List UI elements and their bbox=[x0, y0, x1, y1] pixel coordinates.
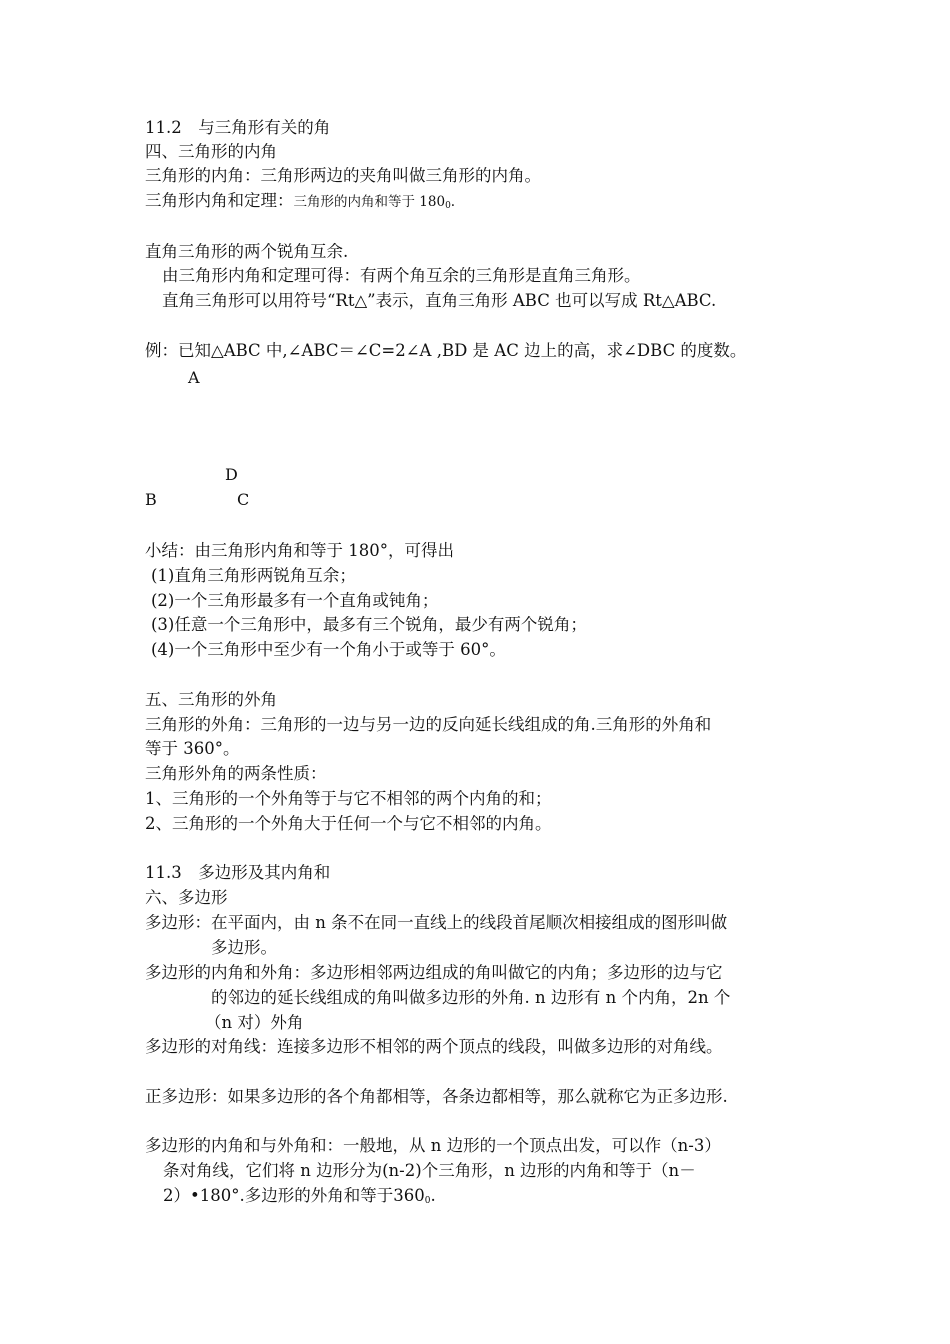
exterior-property-2: 2、三角形的一个外角大于任何一个与它不相邻的内角。 bbox=[145, 814, 552, 833]
right-triangle-acute-angles: 直角三角形的两个锐角互余. bbox=[145, 242, 349, 261]
polygon-angle-sum-end bbox=[163, 1184, 436, 1213]
polygon-angles-definition: 多边形的内角和外角：多边形相邻两边组成的角叫做它的内角；多边形的边与它 bbox=[145, 963, 723, 982]
vertex-label-a: A bbox=[188, 368, 200, 387]
summary-lead: 小结：由三角形内角和等于 180°，可得出 bbox=[145, 541, 454, 560]
section-title-11-3: 11.3 多边形及其内角和 bbox=[145, 863, 331, 882]
polygon-angle-sum: 多边形的内角和与外角和：一般地，从 n 边形的一个顶点出发，可以作（n-3） bbox=[145, 1136, 721, 1155]
summary-item: (2)一个三角形最多有一个直角或钝角； bbox=[151, 591, 439, 610]
exterior-angle-definition: 三角形的外角：三角形的一边与另一边的反向延长线组成的角.三角形的外角和 bbox=[145, 715, 712, 734]
vertex-label-d: D bbox=[225, 465, 238, 484]
polygon-definition-cont: 多边形。 bbox=[211, 938, 277, 957]
polygon-angles-definition-cont: 的邻边的延长线组成的角叫做多边形的外角. n 边形有 n 个内角，2n 个 bbox=[211, 988, 731, 1007]
degree-superscript: 0 bbox=[445, 201, 451, 211]
polygon-diagonal-definition: 多边形的对角线：连接多边形不相邻的两个顶点的线段，叫做多边形的对角线。 bbox=[145, 1037, 723, 1056]
section-title-11-2: 11.2 与三角形有关的角 bbox=[145, 118, 331, 137]
polygon-definition: 多边形：在平面内，由 n 条不在同一直线上的线段首尾顺次相接组成的图形叫做 bbox=[145, 913, 728, 932]
example-problem: 例：已知△ABC 中,∠ABC＝∠C=2∠A ,BD 是 AC 边上的高，求∠DBC 的度数。 bbox=[145, 341, 747, 360]
polygon-angle-sum-cont: 条对角线，它们将 n 边形分为(n-2)个三角形，n 边形的内角和等于（n－ bbox=[163, 1161, 696, 1180]
angle-sum-label: 三角形内角和定理： bbox=[145, 191, 294, 210]
angle-sum-period: . bbox=[450, 194, 456, 210]
vertex-label-b: B bbox=[145, 490, 157, 509]
polygon-exterior-sum: 2）•180°.多边形的外角和等于360 bbox=[163, 1186, 425, 1205]
summary-item: (3)任意一个三角形中，最多有三个锐角，最少有两个锐角； bbox=[151, 615, 587, 634]
interior-angle-definition: 三角形的内角：三角形两边的夹角叫做三角形的内角。 bbox=[145, 166, 541, 185]
regular-polygon-definition: 正多边形：如果多边形的各个角都相等，各条边都相等，那么就称它为正多边形. bbox=[145, 1087, 728, 1106]
right-triangle-symbol: 直角三角形可以用符号“Rt△”表示，直角三角形 ABC 也可以写成 Rt△ABC. bbox=[162, 291, 717, 310]
vertex-label-c: C bbox=[237, 490, 250, 509]
right-triangle-converse: 由三角形内角和定理可得：有两个角互余的三角形是直角三角形。 bbox=[162, 266, 641, 285]
exterior-angle-definition-cont: 等于 360°。 bbox=[145, 739, 240, 758]
summary-item: (4)一个三角形中至少有一个角小于或等于 60°。 bbox=[151, 640, 506, 659]
polygon-angles-definition-end: （n 对）外角 bbox=[205, 1013, 304, 1032]
exterior-property-1: 1、三角形的一个外角等于与它不相邻的两个内角的和； bbox=[145, 789, 552, 808]
heading-polygons: 六、多边形 bbox=[145, 888, 228, 907]
heading-exterior-angles: 五、三角形的外角 bbox=[145, 690, 277, 709]
polygon-exterior-sum-period: . bbox=[430, 1186, 436, 1205]
heading-interior-angles: 四、三角形的内角 bbox=[145, 142, 277, 161]
angle-sum-theorem bbox=[145, 189, 455, 218]
summary-item: (1)直角三角形两锐角互余； bbox=[151, 566, 356, 585]
degree-superscript: 0 bbox=[424, 1196, 431, 1206]
exterior-properties-lead: 三角形外角的两条性质： bbox=[145, 764, 327, 783]
angle-sum-text: 三角形的内角和等于 180 bbox=[293, 194, 446, 210]
